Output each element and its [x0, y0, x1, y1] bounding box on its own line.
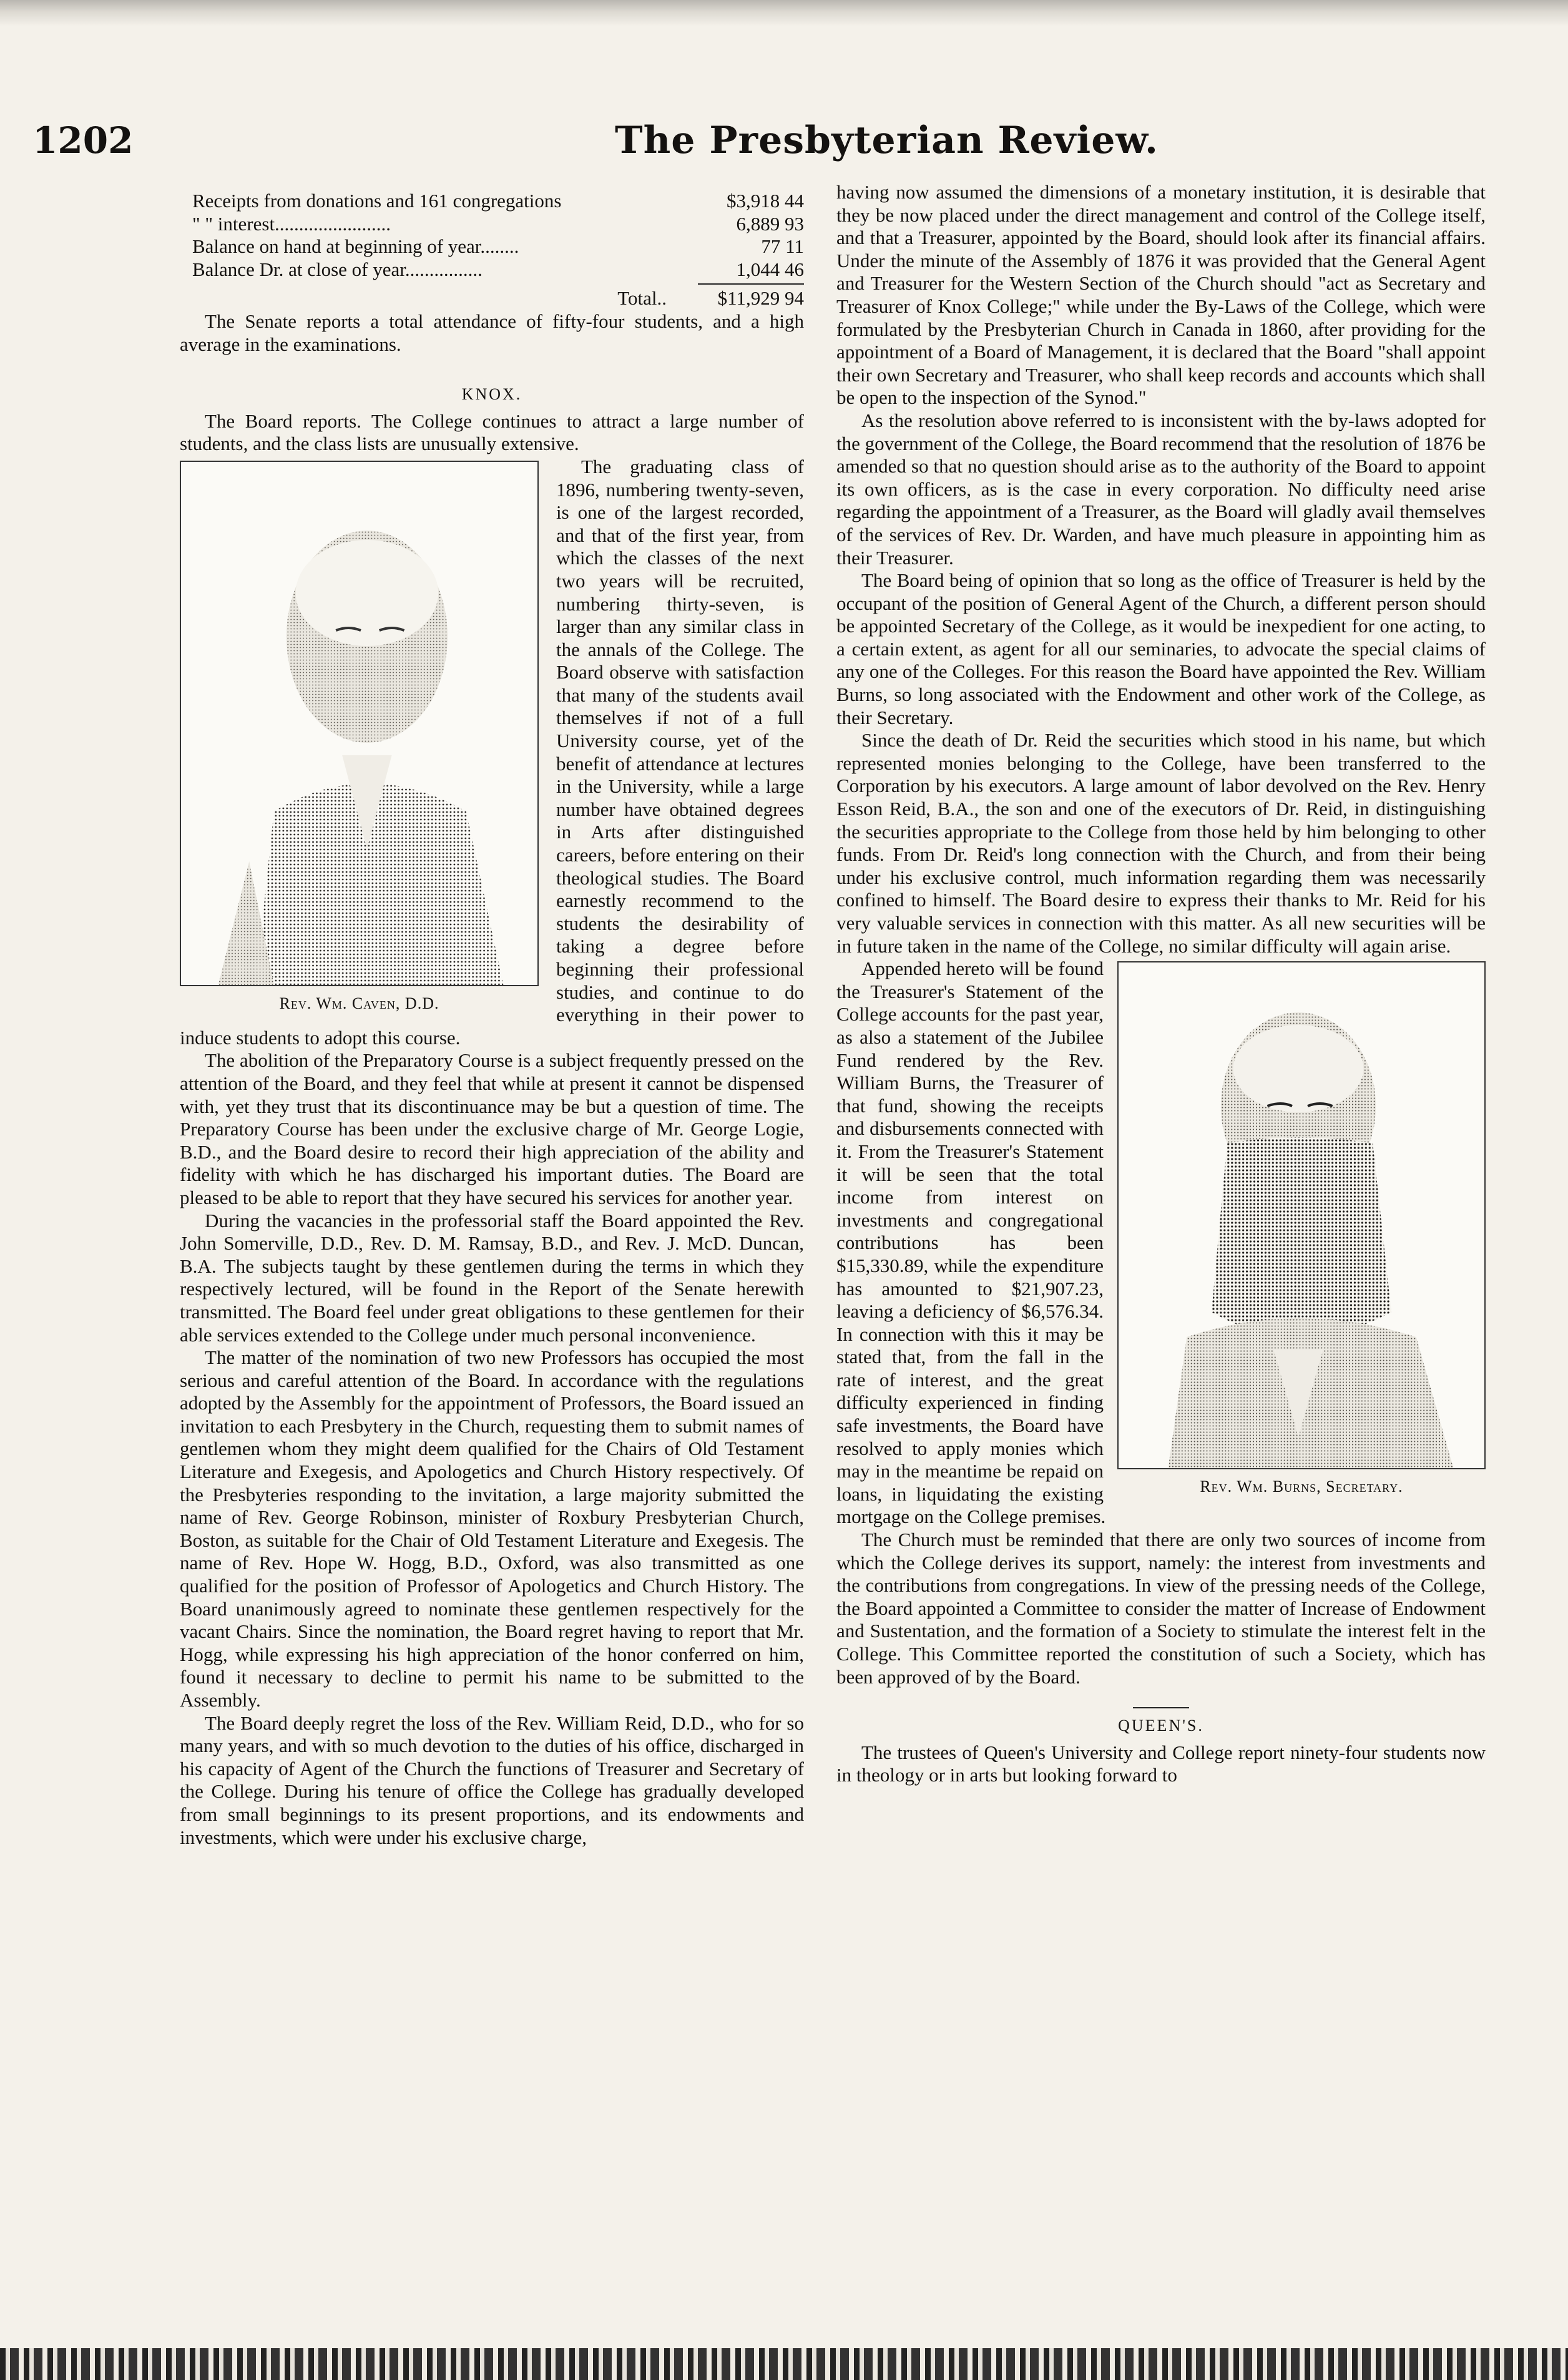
- receipts-row-amount: $3,918 44: [727, 190, 804, 212]
- portrait-caven-caption: Rev. Wm. Caven, D.D.: [279, 994, 439, 1012]
- knox-heading: KNOX.: [461, 385, 522, 404]
- receipts-table: [180, 190, 804, 310]
- portrait-burns-caption: Rev. Wm. Burns, Secretary.: [1200, 1477, 1403, 1496]
- portrait-burns-image: [1117, 961, 1486, 1469]
- senate-paragraph: The Senate reports a total attendance of fifty-four students, and a high average in the examinations.: [180, 310, 804, 355]
- office-paragraph: The Board being of opinion that so long as the office of Treasurer is held by the occupant of the position of General Agent of the Church, a different person should be appointed Secretary of the College, as it would be inexpedient for one acting, to a certain extent, as agent for all our seminaries, to advocate the special claims of any one of the Colleges. For this reason the Board have appointed the Rev. William Burns, so long associated with the Endowment and other work of the College, as their Secretary.: [836, 569, 1486, 728]
- portrait-burns: [1117, 961, 1486, 1499]
- vacancies-paragraph: During the vacancies in the professorial staff the Board appointed the Rev. John Somerville, D.D., Rev. D. M. Ramsay, B.D., and Rev. J. McD. Duncan, B.A. The subjects taught by these gentlemen during the terms in which they respectively lectured, will be found in the Report of the Senate herewith transmitted. The Board feel under great obligations to these gentlemen for their able services extended to the College under much personal inconvenience.: [180, 1209, 804, 1346]
- reid-paragraph: The Board deeply regret the loss of the Rev. William Reid, D.D., who for so many years, and with so much devotion to the duties of his office, discharged in his capacity of Agent of the Church the functions of Treasurer and Secretary of the College. During his tenure of office the College has gradually developed from small beginnings to its present proportions, and its endowments and investments, which were under his exclusive charge,: [180, 1712, 804, 1848]
- receipts-row-amount: 6,889 93: [736, 212, 804, 235]
- receipts-row-label: " " interest........................: [192, 212, 391, 235]
- scan-top-edge: [0, 0, 1568, 26]
- receipts-row: [180, 213, 804, 236]
- appended-paragraph: Appended hereto will be found the Treasurer's Statement of the College accounts for the past year, as also a statement of the Jubilee Fund rendered by the Rev. William Burns, the Treasurer of that fund, showing the receipts and disbursements connected with it. From the Treasurer's Statement it will be seen that the total income from interest on investments and congregational contributions has been $15,330.89, while the expenditure has amounted to $21,907.23, leaving a deficiency of $6,576.34. In connection with this it may be stated that, from the fall in the rate of interest, and the great difficulty experienced in finding safe investments, the Board have resolved to apply monies which may in the meantime be repaid on loans, in liquidating the existing mortgage on the College premises.: [836, 957, 1106, 1528]
- queens-paragraph: The trustees of Queen's University and College report ninety-four students now in theology or in arts but looking forward to: [836, 1741, 1486, 1786]
- receipts-row-label: Balance Dr. at close of year................: [192, 258, 483, 280]
- journal-title: The Presbyterian Review.: [615, 119, 1159, 162]
- resolution-paragraph: As the resolution above referred to is inconsistent with the by-laws adopted for the government of the College, the Board recommend that the resolution of 1876 be amended so that no question should arise as to the authority of the Board to appoint its own officers, as is the case in every corporation. No difficulty need arise regarding the appointment of a Treasurer, as the Board will gladly avail themselves of the services of Rev. Dr. Warden, and have much pleasure in appointing him as their Treasurer.: [836, 409, 1486, 569]
- receipts-row: [180, 258, 804, 282]
- receipts-total-row: [180, 287, 804, 310]
- graduating-class-paragraph: The graduating class of 1896, numbering twenty-seven, is one of the largest recorded, and that of the first year, from which the classes of the next two years will be recruited, numbering thirty-seven, is larger than any similar class in the annals of the College. The Board observe with satisfaction that many of the students avail themselves if not of a full University course, yet of the benefit of attendance at lectures in the University, while a large number have obtained degrees in Arts after distinguished careers, before entering on their theological studies. The Board earnestly recommend to the students the desirability of taking a degree before beginning their professional studies, and continue to do everything in their power to induce students to adopt this course.: [180, 455, 804, 1049]
- queens-heading: QUEEN'S.: [1118, 1716, 1204, 1735]
- section-divider: [1133, 1707, 1189, 1708]
- portrait-caven-engraving: [181, 462, 537, 985]
- knox-intro-paragraph: The Board reports. The College continues to attract a large number of students, and the class lists are unusually extensive.: [180, 409, 804, 455]
- receipts-row-amount: 77 11: [761, 235, 804, 258]
- receipts-row-label: Receipts from donations and 161 congregations: [192, 190, 562, 212]
- receipts-total-amount: $11,929 94: [717, 287, 804, 310]
- portrait-caven-image: [180, 461, 539, 986]
- receipts-row: [180, 235, 804, 258]
- receipts-row: [180, 190, 804, 213]
- receipts-total-label: Total..: [617, 287, 667, 310]
- church-income-paragraph: The Church must be reminded that there are only two sources of income from which the College derives its support, namely: the interest from investments and the contributions from congregations. In view of the pressing needs of the College, the Board appointed a Committee to consider the matter of Increase of Endowment and Sustentation, and the formation of a Society to stimulate the interest felt in the College. This Committee reported the constitution of such a Society, which has been approved of by the Board.: [836, 1529, 1486, 1688]
- receipts-row-amount: 1,044 46: [736, 258, 804, 280]
- left-column: [180, 181, 804, 1849]
- total-rule: [698, 283, 804, 285]
- scan-bottom-edge: [0, 2348, 1568, 2380]
- continued-paragraph: having now assumed the dimensions of a monetary institution, it is desirable that they be now placed under the direct management and control of the College itself, and that a Treasurer, appointed by the Board, should look after its financial affairs. Under the minute of the Assembly of 1876 it was provided that the General Agent and Treasurer for the Western Section of the Church should "act as Secretary and Treasurer of Knox College;" while under the By-Laws of the College, which were formulated by the Presbyterian Church in Canada in 1860, after providing for the appointment of a Board of Management, it is declared that the Board "shall appoint their own Secretary and Treasurer, who shall keep records and accounts which shall be open to the inspection of the Synod.": [836, 181, 1486, 409]
- nomination-paragraph: The matter of the nomination of two new Professors has occupied the most serious and careful attention of the Board. In accordance with the regulations adopted by the Assembly for the appointment of Professors, the Board issued an invitation to each Presbytery in the Church, requesting them to submit names of gentlemen whom they might deem qualified for the Chairs of Old Testament Literature and Exegesis, and Apologetics and Church History respectively. Of the Presbyteries responding to the invitation, a large majority submitted the name of Rev. George Robinson, minister of Roxbury Presbyterian Church, Boston, as suitable for the Chair of Old Testament Literature and Exegesis. The name of Rev. Hope W. Hogg, B.D., Oxford, was also transmitted as one qualified for the position of Professor of Apologetics and Church History. The Board unanimously agreed to nominate these gentlemen respectively for the vacant Chairs. Since the nomination, the Board regret having to report that Mr. Hogg, while expressing his high appreciation of the honor conferred on him, found it necessary to decline to permit his name to be submitted to the Assembly.: [180, 1346, 804, 1711]
- right-column: [836, 181, 1486, 1787]
- portrait-burns-engraving: [1119, 962, 1484, 1468]
- page-number: 1202: [32, 119, 134, 162]
- preparatory-course-paragraph: The abolition of the Preparatory Course is a subject frequently pressed on the attention of the Board, and they feel that while at present it cannot be dispensed with, yet they trust that its discontinuance may be but a question of time. The Preparatory Course has been under the exclusive charge of Mr. George Logie, B.D., and the Board desire to record their high appreciation of the ability and fidelity with which he has discharged his important duties. The Board are pleased to be able to report that they have secured his services for another year.: [180, 1049, 804, 1208]
- death-paragraph: Since the death of Dr. Reid the securities which stood in his name, but which represented monies belonging to the College, have been transferred to the Corporation by his executors. A large amount of labor devolved on the Rev. Henry Esson Reid, B.A., the son and one of the executors of Dr. Reid, in distinguishing the securities appropriate to the College from those held by him belonging to other funds. From Dr. Reid's long connection with the Church, and from their being under his exclusive control, much information regarding them was necessarily confined to himself. The Board desire to express their thanks to Mr. Reid for his very valuable services in connection with this matter. As all new securities will be in future taken in the name of the College, no similar difficulty will again arise.: [836, 729, 1486, 957]
- portrait-caven: [180, 461, 539, 1016]
- receipts-row-label: Balance on hand at beginning of year........: [192, 235, 519, 258]
